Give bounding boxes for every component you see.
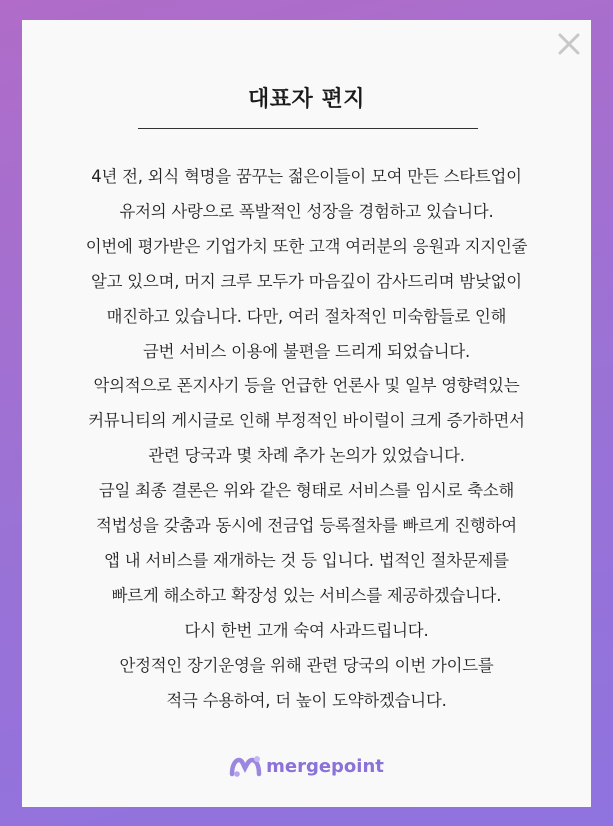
letter-line: 커뮤니티의 게시글로 인해 부정적인 바이럴이 크게 증가하면서 bbox=[88, 411, 525, 431]
letter-line: 다시 한번 고개 숙여 사과드립니다. bbox=[184, 620, 429, 640]
close-button[interactable] bbox=[555, 30, 583, 58]
letter-line: 유저의 사랑으로 폭발적인 성장을 경험하고 있습니다. bbox=[119, 201, 494, 221]
letter-line: 4년 전, 외식 혁명을 꿈꾸는 젊은이들이 모여 만든 스타트업이 bbox=[91, 167, 522, 186]
letter-line: 악의적으로 폰지사기 등을 언급한 언론사 및 일부 영향력있는 bbox=[93, 376, 520, 396]
letter-line: 매진하고 있습니다. 다만, 여러 절차적인 미숙함들로 인해 bbox=[106, 306, 507, 326]
dialog-title: 대표자 편지 bbox=[248, 87, 365, 112]
letter-line: 관련 당국과 몇 차례 추가 논의가 있었습니다. bbox=[148, 446, 465, 466]
letter-body bbox=[22, 160, 591, 719]
letter-line: 앱 내 서비스를 재개하는 것 등 입니다. 법적인 절차문제를 bbox=[104, 550, 509, 570]
letter-line: 안정적인 장기운영을 위해 관련 당국의 이번 가이드를 bbox=[119, 655, 494, 675]
brand-footer bbox=[22, 754, 591, 778]
letter-line: 적극 수용하여, 더 높이 도약하겠습니다. bbox=[166, 690, 447, 710]
letter-line: 금번 서비스 이용에 불편을 드리게 되었습니다. bbox=[142, 341, 471, 361]
letter-line: 이번에 평가받은 기업가치 또한 고객 여러분의 응원과 지지인줄 bbox=[85, 236, 528, 256]
letter-dialog bbox=[22, 20, 591, 807]
title-divider bbox=[138, 128, 478, 129]
letter-line: 적법성을 갖춤과 동시에 전금업 등록절차를 빠르게 진행하여 bbox=[96, 516, 517, 536]
letter-line: 빠르게 해소하고 확장성 있는 서비스를 제공하겠습니다. bbox=[111, 585, 502, 605]
brand-name: mergepoint bbox=[266, 755, 384, 777]
close-icon[interactable] bbox=[555, 30, 583, 58]
letter-line: 알고 있으며, 머지 크루 모두가 마음깊이 감사드리며 밤낮없이 bbox=[91, 271, 522, 291]
mergepoint-logo-icon bbox=[229, 754, 263, 778]
letter-line: 금일 최종 결론은 위와 같은 형태로 서비스를 임시로 축소해 bbox=[98, 481, 515, 501]
